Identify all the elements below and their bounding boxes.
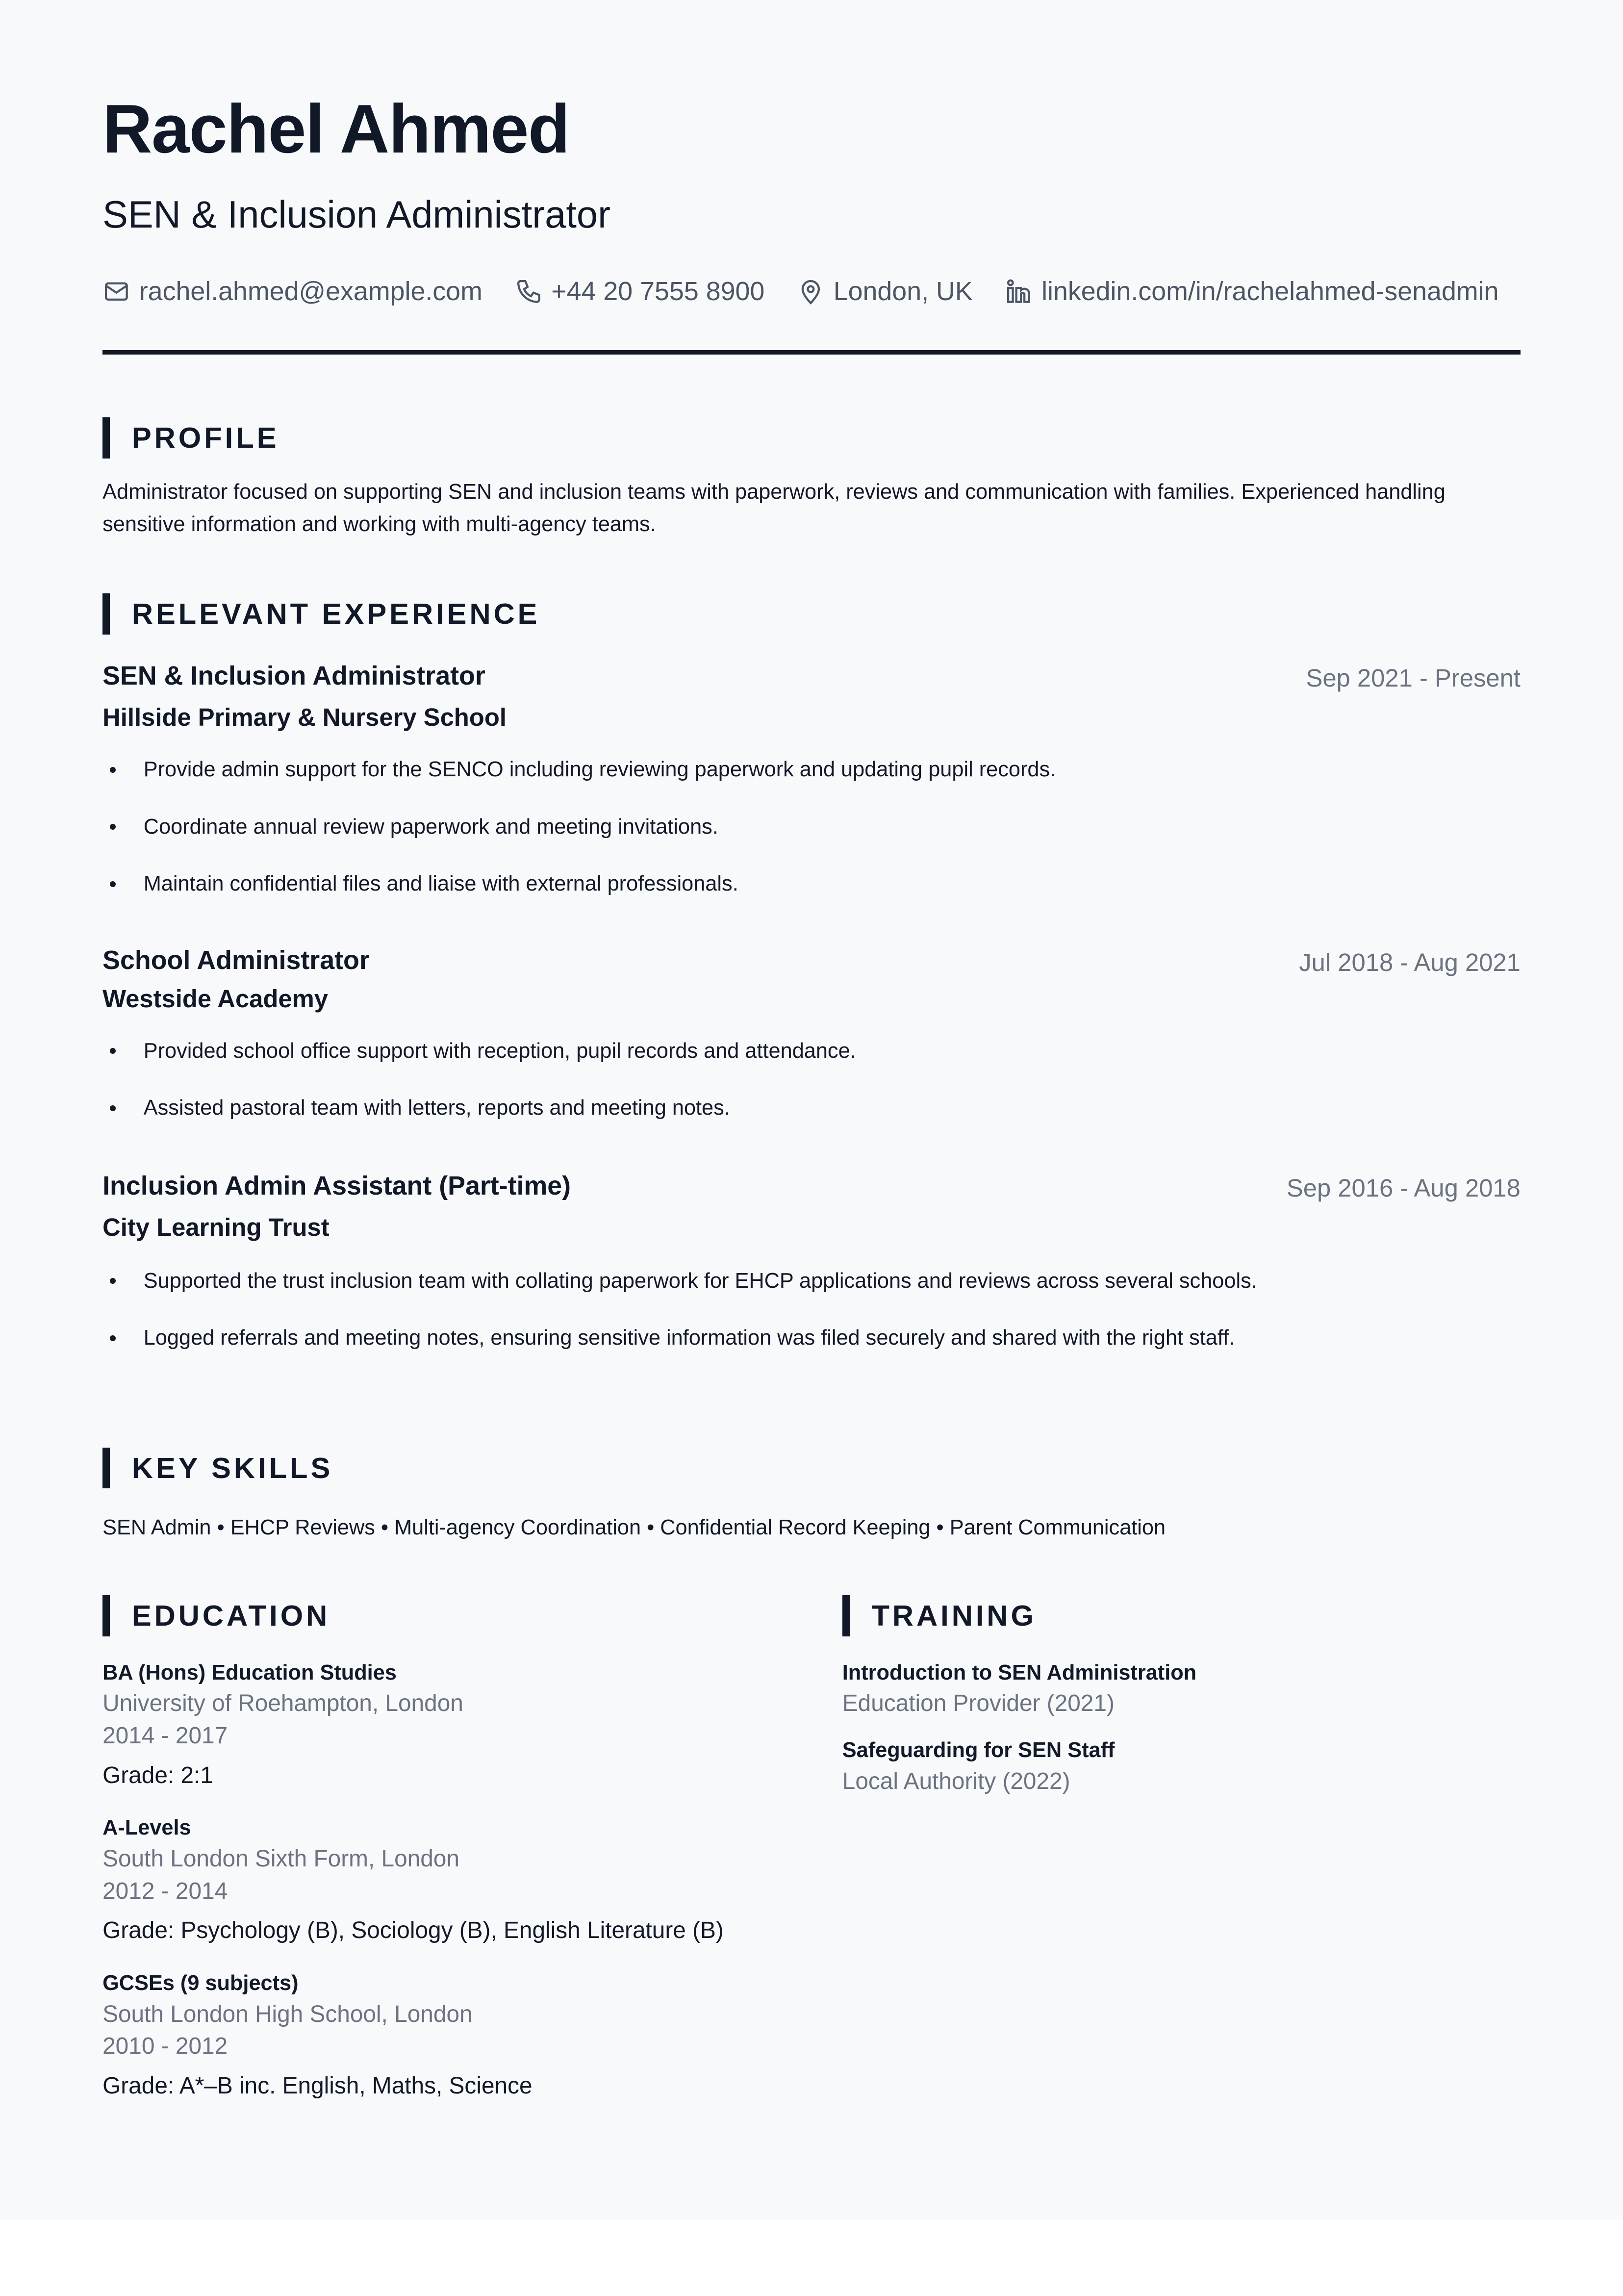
provider: Local Authority (2022): [842, 1768, 1070, 1794]
degree: A-Levels: [102, 1816, 191, 1840]
training-item: [842, 1736, 1516, 1797]
provider: Education Provider (2021): [842, 1690, 1115, 1717]
grade: Grade: A*–B inc. English, Maths, Science: [102, 2073, 533, 2099]
candidate-title: SEN & Inclusion Administrator: [102, 194, 610, 236]
job-3: [102, 1171, 1521, 1353]
job-bullet: Coordinate annual review paperwork and meeting invitations.: [102, 813, 1521, 842]
contact-phone[interactable]: [515, 274, 765, 309]
skills-text: SEN Admin • EHCP Reviews • Multi-agency Coordination • Confidential Record Keeping • Parent Communication: [102, 1515, 1166, 1539]
linkedin-icon: [1005, 278, 1033, 306]
job-bullet: Provide admin support for the SENCO including reviewing paperwork and updating pupil records.: [102, 755, 1521, 785]
skills-heading: KEY SKILLS: [102, 1448, 333, 1489]
job-dates: Sep 2016 - Aug 2018: [1286, 1174, 1521, 1202]
job-bullet: Provided school office support with reception, pupil records and attendance.: [102, 1037, 1521, 1066]
grade: Grade: 2:1: [102, 1762, 213, 1788]
education-list: [102, 1658, 806, 2102]
job-company: Hillside Primary & Nursery School: [102, 703, 507, 732]
education-item: [102, 1658, 806, 1792]
training-heading: TRAINING: [842, 1595, 1037, 1636]
course: Introduction to SEN Administration: [842, 1660, 1197, 1684]
phone-text: +44 20 7555 8900: [551, 276, 765, 306]
job-bullet: Supported the trust inclusion team with collating paperwork for EHCP applications and reviews across several schools.: [102, 1267, 1521, 1296]
degree: GCSEs (9 subjects): [102, 1971, 299, 1995]
email-text: rachel.ahmed@example.com: [139, 276, 482, 306]
profile-heading: PROFILE: [102, 417, 279, 459]
contact-linkedin[interactable]: [1005, 274, 1498, 309]
job-dates: Jul 2018 - Aug 2021: [1299, 948, 1521, 976]
experience-heading: RELEVANT EXPERIENCE: [102, 593, 540, 635]
grade: Grade: Psychology (B), Sociology (B), English Literature (B): [102, 1917, 724, 1944]
school: South London High School, London: [102, 2001, 473, 2027]
profile-text: Administrator focused on supporting SEN and inclusion teams with paperwork, reviews and communication with families. Experienced handling sensitive information and working with multi-agency teams.: [102, 480, 1445, 536]
job-1: [102, 661, 1521, 898]
contact-row: [102, 274, 1498, 309]
years: 2014 - 2017: [102, 1723, 228, 1749]
training-item: [842, 1658, 1516, 1720]
phone-icon: [515, 278, 543, 306]
school: South London Sixth Form, London: [102, 1846, 459, 1872]
linkedin-text: linkedin.com/in/rachelahmed-senadmin: [1041, 276, 1499, 306]
contact-location: [797, 274, 973, 309]
school: University of Roehampton, London: [102, 1690, 463, 1717]
education-item: [102, 1813, 806, 1947]
education-heading: EDUCATION: [102, 1595, 330, 1636]
job-title: SEN & Inclusion Administrator: [102, 661, 485, 691]
contact-email[interactable]: [102, 274, 482, 309]
job-company: Westside Academy: [102, 984, 329, 1013]
location-text: London, UK: [833, 276, 973, 306]
training-list: [842, 1658, 1516, 1798]
job-bullet: Assisted pastoral team with letters, reports and meeting notes.: [102, 1094, 1521, 1123]
years: 2012 - 2014: [102, 1878, 228, 1904]
degree: BA (Hons) Education Studies: [102, 1660, 397, 1684]
years: 2010 - 2012: [102, 2033, 228, 2060]
course: Safeguarding for SEN Staff: [842, 1738, 1115, 1762]
job-title: Inclusion Admin Assistant (Part-time): [102, 1171, 571, 1200]
candidate-name: Rachel Ahmed: [102, 90, 570, 168]
mail-icon: [102, 278, 130, 306]
job-bullet: Maintain confidential files and liaise with external professionals.: [102, 869, 1521, 899]
job-title: School Administrator: [102, 945, 370, 975]
job-company: City Learning Trust: [102, 1213, 330, 1241]
job-dates: Sep 2021 - Present: [1306, 664, 1521, 692]
header-divider: [102, 350, 1521, 355]
education-item: [102, 1969, 806, 2102]
job-2: [102, 945, 1521, 1123]
location-icon: [797, 278, 825, 306]
job-bullet: Logged referrals and meeting notes, ensuring sensitive information was filed securely and shared with the right staff.: [102, 1324, 1521, 1353]
